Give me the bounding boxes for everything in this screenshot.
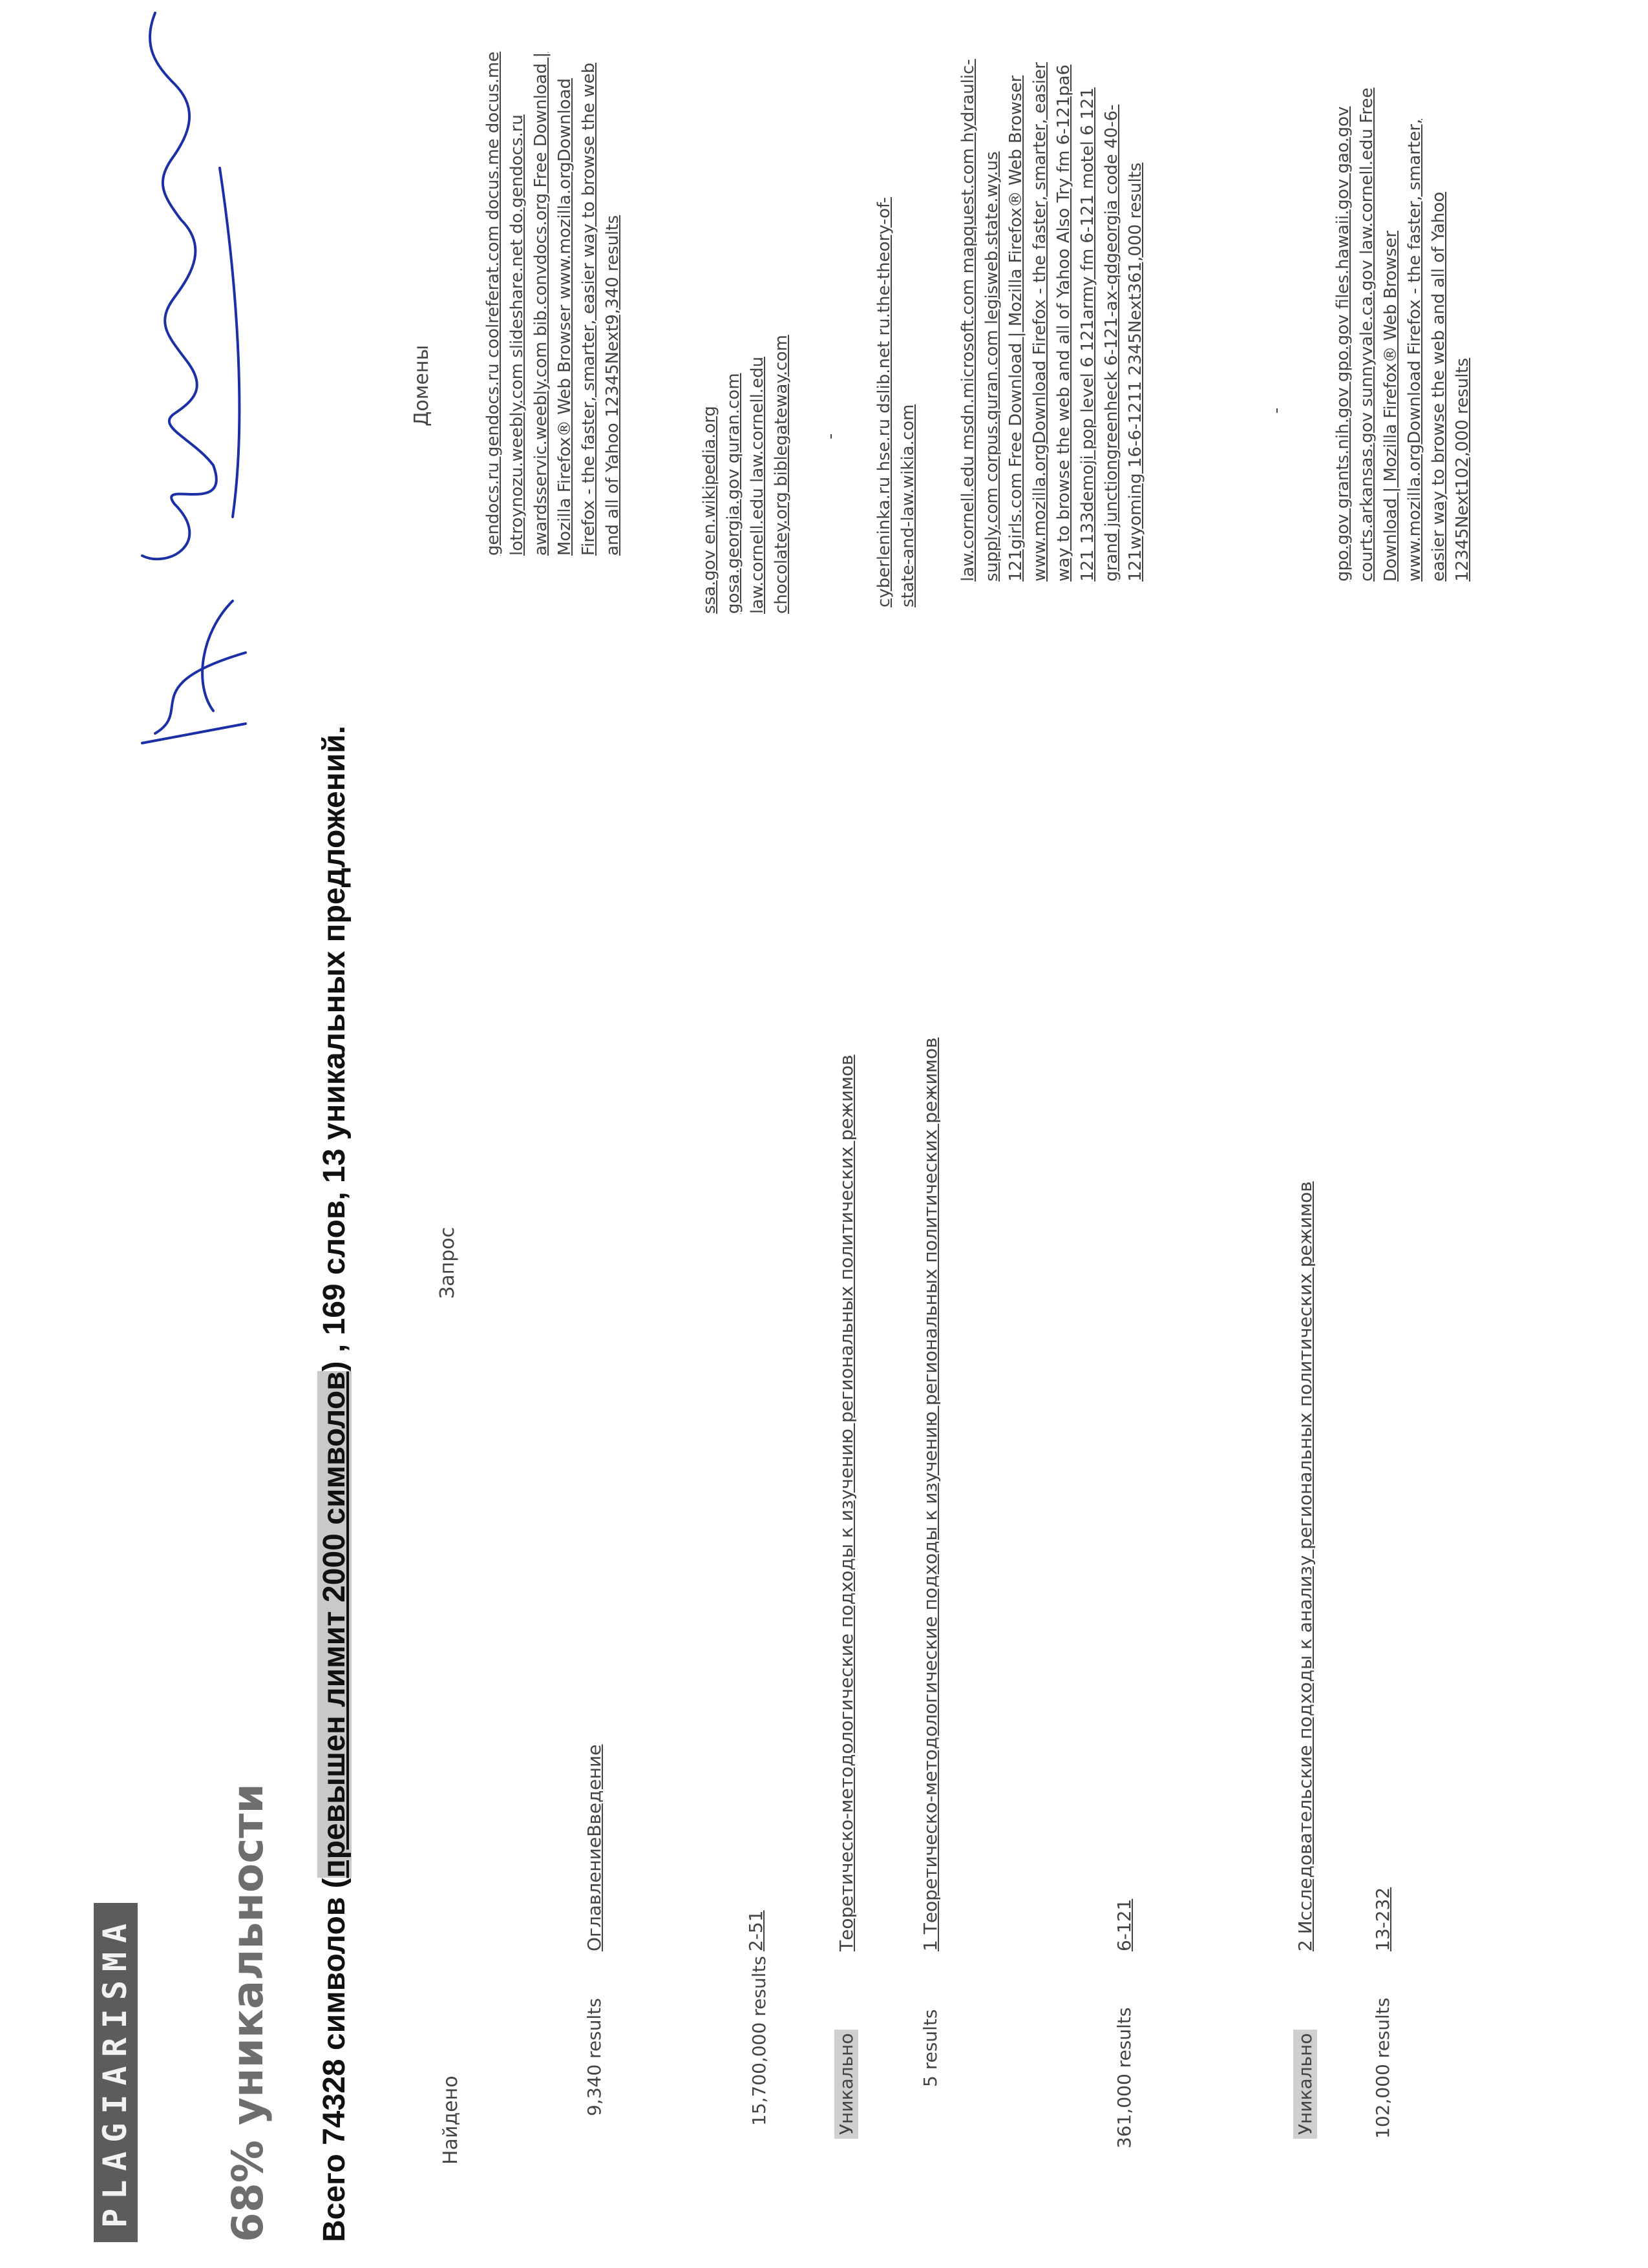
plagiarisma-logo: PLAGIARISMA	[94, 1903, 138, 2242]
handwritten-signature	[116, 0, 271, 750]
row-2-domains[interactable]: ssa.gov en.wikipedia.org gosa.georgia.gov quran.com law.cornell.edu law.cornell.edu chocolatey.org biblegateway.com	[700, 335, 791, 614]
header-domains: Домены	[410, 344, 433, 426]
row-7-domains[interactable]: gpo.gov grants.nih.gov gpo.gov files.hawaii.gov gao.gov courts.arkansas.gov sunnyvale.ca.gov law.cornell.edu Free Download | Mozilla Firefox® Web Browser www.mozilla.orgDownload Firefox - the faster, smarter, easier way to browse the web and all of Yahoo 12345Next102,000 results	[1333, 87, 1472, 582]
unique-badge: Уникально	[1293, 2030, 1317, 2139]
row-2-found: 15,700,000 results	[748, 1955, 770, 2126]
uniqueness-score: 68% уникальности	[223, 1783, 273, 2242]
summary-after: ) , 169 слов, 13 уникальных предложений.	[317, 725, 352, 1372]
header-found: Найдено	[439, 2075, 462, 2165]
row-2-query[interactable]: 2-51	[745, 1910, 766, 1951]
summary-line	[317, 726, 352, 2242]
row-1-found: 9,340 results	[584, 1998, 605, 2116]
summary-before: Всего 74328 символов (	[317, 1878, 352, 2242]
row-4-query[interactable]: 1 Теоретическо-методологические подходы к изучению региональных политических режимов	[920, 1037, 941, 1951]
row-1-query[interactable]: ОглавлениеВведение	[584, 1744, 605, 1951]
row-6-query[interactable]: 2 Исследовательские подходы к анализу региональных политических режимов	[1294, 1181, 1316, 1951]
unique-badge: Уникально	[834, 2030, 858, 2139]
row-3-domains: -	[821, 433, 840, 439]
row-7-query[interactable]: 13-232	[1372, 1887, 1393, 1951]
row-4-found: 5 results	[920, 2009, 941, 2087]
row-5-query[interactable]: 6-121	[1114, 1898, 1135, 1951]
row-7-found: 102,000 results	[1372, 1997, 1393, 2139]
row-5-found: 361,000 results	[1114, 2007, 1135, 2148]
row-6-found	[1293, 1945, 1318, 2139]
row-6-domains: -	[1267, 407, 1286, 414]
row-1-domains[interactable]: gendocs.ru gendocs.ru coolreferat.com docus.me docus.me lotroynozu.weebly.com slideshare.net do.gendocs.ru awardsservic.weebly.com bib.convdocs.org Free Download | Mozilla Firefox® Web Browser www.mozilla.orgDownload Firefox - the faster, smarter, easier way to browse the web and all of Yahoo 12345Next9,340 results	[483, 51, 622, 556]
row-3-found	[834, 1945, 860, 2139]
header-query: Запрос	[436, 1226, 459, 1299]
row-4-domains[interactable]: cyberleninka.ru hse.ru dslib.net ru.the-theory-of-state-and-law.wikia.com	[874, 197, 918, 607]
row-5-domains[interactable]: law.cornell.edu msdn.microsoft.com mapquest.com hydraulic-supply.com corpus.quran.com legisweb.state.wy.us 121girls.com Free Download | Mozilla Firefox® Web Browser www.mozilla.orgDownload Firefox - the faster, smarter, easier way to browse the web and all of Yahoo Also Try fm 6-121pa6 121 133demoji pop level 6 121army fm 6-121 motel 6 121 grand junctiongreenheck 6-121-ax-qdgeorgia code 40-6-121wyoming 16-6-1211 2345Next361,000 results	[958, 59, 1145, 582]
limit-exceeded-link[interactable]: превышен лимит 2000 символов	[317, 1371, 352, 1878]
row-3-query[interactable]: Теоретическо-методологические подходы к изучению региональных политических режимов	[836, 1055, 857, 1951]
